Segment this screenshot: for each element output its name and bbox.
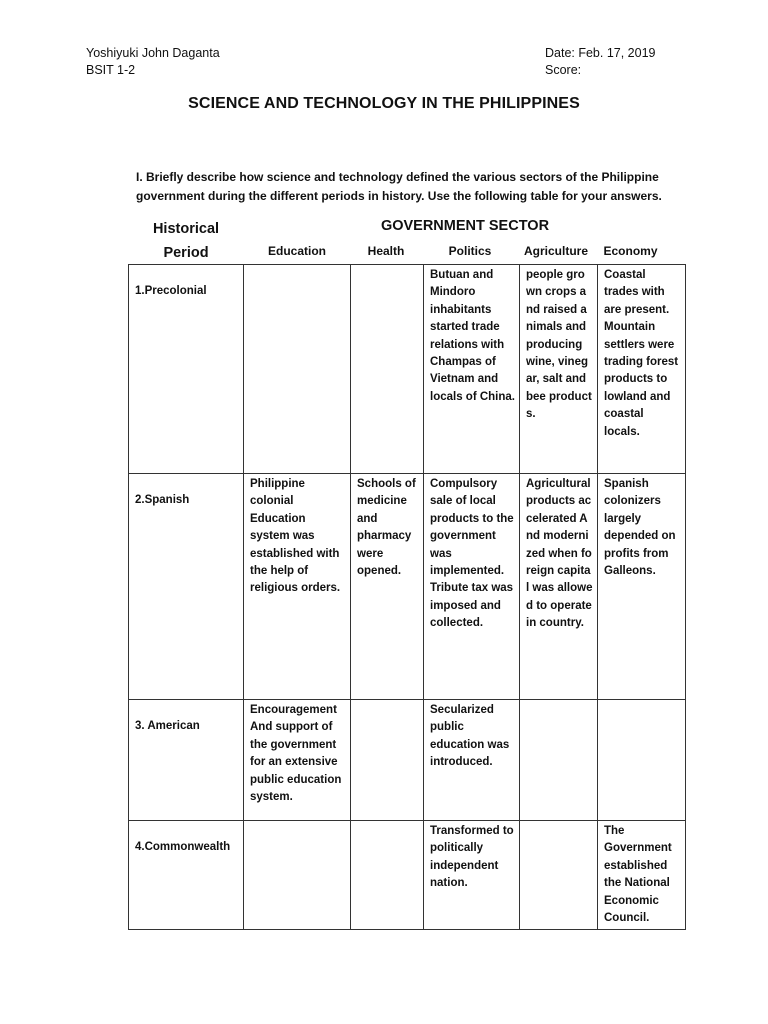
historical-period-header-line1: Historical	[152, 221, 220, 237]
student-name: Yoshiyuki John Daganta	[86, 46, 220, 60]
column-header-agriculture: Agriculture	[523, 244, 588, 258]
economy-cell	[598, 700, 686, 821]
health-cell	[351, 821, 424, 930]
health-cell	[351, 700, 424, 821]
agriculture-cell	[520, 700, 598, 821]
historical-period-header	[138, 217, 234, 265]
table-row-commonwealth	[129, 821, 686, 930]
agriculture-cell: people grown crops and raised animals and producing wine, vinegar, salt and bee products.	[520, 265, 598, 474]
student-section: BSIT 1-2	[86, 63, 136, 77]
politics-cell: Butuan and Mindoro inhabitants started trade relations with Champas of Vietnam and locals of China.	[424, 265, 520, 474]
period-cell: 1.Precolonial	[129, 265, 244, 474]
education-cell	[244, 265, 351, 474]
economy-cell: The Government established the National Economic Council.	[598, 821, 686, 930]
column-header-economy: Economy	[603, 244, 658, 258]
agriculture-cell	[520, 821, 598, 930]
period-cell: 4.Commonwealth	[129, 821, 244, 930]
table-row-spanish	[129, 474, 686, 700]
politics-cell: Compulsory sale of local products to the government was implemented. Tribute tax was imposed and collected.	[424, 474, 520, 700]
government-sector-table	[128, 264, 686, 930]
instruction-text: I. Briefly describe how science and technology defined the various sectors of the Philippine government during the different periods in history. Use the following table for your answers.	[136, 170, 662, 203]
score-label: Score:	[545, 63, 582, 77]
economy-cell: Spanish colonizers largely depended on profits from Galleons.	[598, 474, 686, 700]
document-date: Date: Feb. 17, 2019	[545, 46, 656, 60]
health-cell	[351, 265, 424, 474]
agriculture-cell: Agricultural products accelerated And modernized when foreign capital was allowed to operate in country.	[520, 474, 598, 700]
education-cell	[244, 821, 351, 930]
historical-period-header-line2: Period	[163, 245, 209, 261]
politics-cell: Transformed to politically independent nation.	[424, 821, 520, 930]
column-header-education: Education	[267, 244, 326, 258]
politics-cell: Secularized public education was introduced.	[424, 700, 520, 821]
column-header-politics: Politics	[448, 244, 492, 258]
government-sector-header: GOVERNMENT SECTOR	[380, 218, 550, 234]
table-row-american	[129, 700, 686, 821]
period-cell: 3. American	[129, 700, 244, 821]
education-cell: Encouragement And support of the government for an extensive public education system.	[244, 700, 351, 821]
date-score-info	[545, 45, 656, 79]
period-cell: 2.Spanish	[129, 474, 244, 700]
column-header-health: Health	[367, 244, 405, 258]
health-cell: Schools of medicine and pharmacy were opened.	[351, 474, 424, 700]
student-info	[86, 45, 220, 79]
economy-cell: Coastal trades with are present. Mountain settlers were trading forest products to lowland and coastal locals.	[598, 265, 686, 474]
document-title: SCIENCE AND TECHNOLOGY IN THE PHILIPPINES	[188, 95, 580, 112]
table-row-precolonial	[129, 265, 686, 474]
education-cell: Philippine colonial Education system was established with the help of religious orders.	[244, 474, 351, 700]
